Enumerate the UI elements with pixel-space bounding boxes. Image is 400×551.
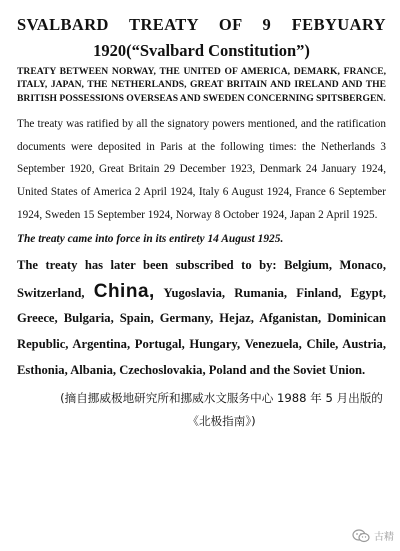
document-title-line-1: SVALBARD TREATY OF 9 FEBYUARY [17,15,386,34]
document-title-line-2: 1920(“Svalbard Constitution”) [93,41,310,60]
highlighted-country-china: China, [93,280,155,302]
watermark [352,528,394,543]
wechat-icon [352,529,370,543]
ratification-paragraph: The treaty was ratified by all the signatory powers mentioned, and the ratification documents were deposited in Paris at the following times: the Netherlands 3 September 1920, Great Britain 29 December 1923, Denmark 24 January 1924, United States of America 2 April 1924, Italy 6 August 1924, France 6 September 1924, Sweden 15 September 1924, Norway 8 October 1924, Japan 2 April 1925. [17,118,386,221]
entry-into-force-line: The treaty came into force in its entirety 14 August 1925. [17,233,284,246]
watermark-label: 古精 [374,532,394,543]
source-note: (摘自挪威极地研究所和挪威水文服务中心 1988 年 5 月出版的《北极指南》) [60,391,383,429]
subscribers-text-after: Yugoslavia, Rumania, Finland, Egypt, Greece, Bulgaria, Spain, Germany, Hejaz, Afganistan, Dominican Republic, Argentina, Portugal, Hungary, Venezuela, Chile, Austria, Esthonia, Albania, Czechoslovakia, Poland and the Soviet Union. [17,285,386,377]
subscribers-paragraph [17,253,386,383]
subscribers-text-before: The treaty has later been subscribed to by: Belgium, Monaco, Switzerland, [17,258,386,300]
treaty-parties-heading: TREATY BETWEEN NORWAY, THE UNITED OF AMERICA, DEMARK, FRANCE, ITALY, JAPAN, THE NETHERLANDS, GREAT BRITAIN AND IRELAND AND THE BRITISH POSSESSIONS OVERSEAS AND SWEDEN CONCERNING SPITSBERGEN. [17,66,386,104]
treaty-document [17,12,386,433]
